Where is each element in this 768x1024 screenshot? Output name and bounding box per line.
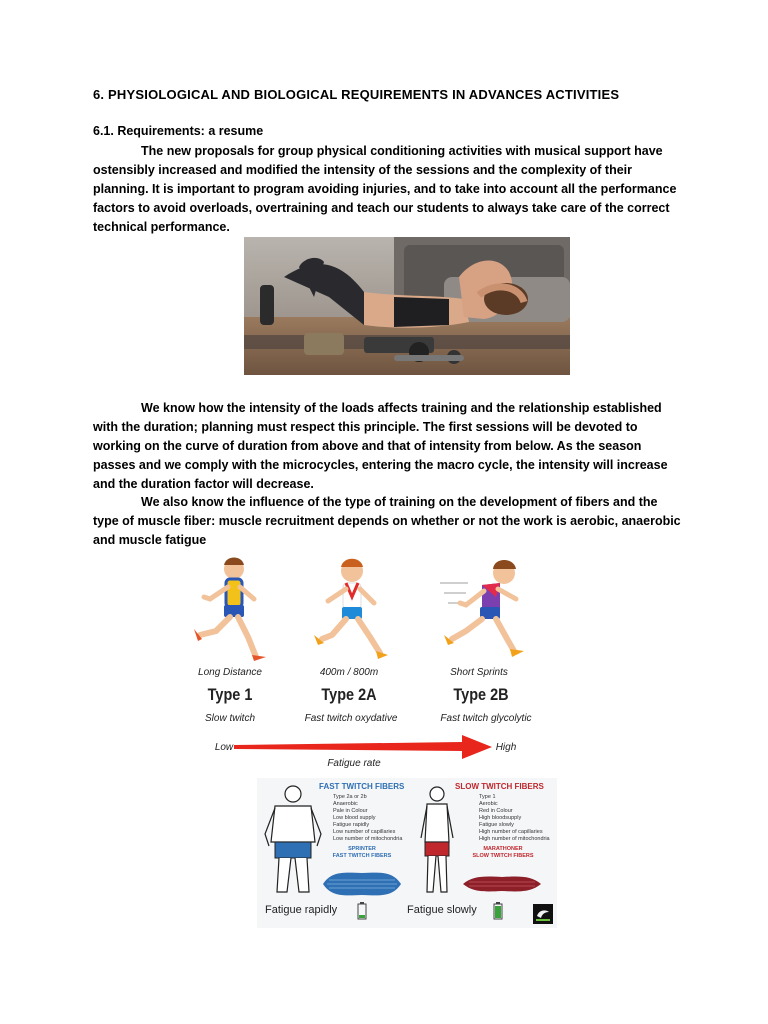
- slow-muscle-fiber-icon: [461, 870, 543, 898]
- logo-icon: [533, 904, 553, 924]
- fatigue-rate-arrow-icon: [234, 735, 494, 759]
- fiber-1-type: Type 1: [207, 685, 253, 704]
- fast-list-item: Low blood supply: [333, 815, 376, 821]
- slow-twitch-list: [479, 794, 550, 843]
- fast-list-item: Fatigue rapidly: [333, 822, 370, 828]
- slow-list-item: Fatigue slowly: [479, 822, 514, 828]
- fiber-2a-desc: Fast twitch oxydative: [304, 713, 398, 724]
- battery-full-icon: [493, 902, 503, 920]
- exhausted-woman-illustration: [244, 237, 570, 375]
- publisher-logo: [533, 904, 553, 924]
- fast-twitch-title: FAST TWITCH FIBERS: [319, 782, 405, 791]
- slow-fibers-tag: SLOW TWITCH FIBERS: [472, 853, 534, 859]
- sprinter-body-icon: [261, 784, 325, 896]
- battery-low-icon: [357, 902, 367, 920]
- subsection-heading: 6.1. Requirements: a resume: [93, 124, 264, 138]
- fast-list-item: Pale in Colour: [333, 808, 368, 814]
- fast-twitch-list: [333, 794, 402, 843]
- paragraph-intensity: We know how the intensity of the loads affects training and the relationship established with the duration; planning must respect this principle. The first sessions will be devoted to working on the curve of duration from above and that of intensity from below. As the season passes and we comply with the microcycles, entering the macro cycle, the intensity will increase and the duration factor will decrease.: [93, 401, 668, 491]
- marathoner-body-icon: [417, 784, 457, 896]
- fatigue-rapidly-label: Fatigue rapidly: [265, 904, 338, 916]
- fiber-2b-type: Type 2B: [453, 685, 509, 704]
- section-heading: 6. PHYSIOLOGICAL AND BIOLOGICAL REQUIREMENTS IN ADVANCES ACTIVITIES: [93, 87, 620, 102]
- fast-fibers-tag: FAST TWITCH FIBERS: [332, 853, 392, 859]
- fiber-2a-type: Type 2A: [321, 685, 377, 704]
- slow-list-item: High number of mitochondria: [479, 836, 550, 842]
- slow-list-item: Aerobic: [479, 801, 498, 807]
- fiber-types-figure: [188, 553, 548, 773]
- fiber-2b-distance: Short Sprints: [450, 667, 508, 678]
- slow-list-item: High bloodsupply: [479, 815, 522, 821]
- fiber-1-distance: Long Distance: [198, 667, 262, 678]
- fiber-2b-desc: Fast twitch glycolytic: [440, 713, 532, 724]
- marathoner-tag: MARATHONER: [483, 846, 523, 852]
- exhausted-woman-photo: [244, 237, 570, 375]
- fiber-1-desc: Slow twitch: [204, 713, 255, 724]
- paragraph-intro: The new proposals for group physical conditioning activities with musical support have ostensibly increased and modified the intensity of the sessions and the complexity of their planning. It is important to program avoiding injuries, and to take into account all the performance factors to avoid overloads, overtraining and teach our students to always take care of the correct technical performance.: [93, 144, 677, 234]
- slow-list-item: Red in Colour: [479, 808, 513, 814]
- fatigue-slowly-label: Fatigue slowly: [407, 904, 477, 916]
- fast-twitch-tags: [323, 846, 401, 860]
- fast-list-item: Low number of capillaries: [333, 829, 396, 835]
- fatigue-rate-label: Fatigue rate: [327, 758, 381, 769]
- slow-twitch-title: SLOW TWITCH FIBERS: [455, 782, 544, 791]
- twitch-fiber-comparison: [257, 778, 557, 928]
- slow-list-item: High number of capillaries: [479, 829, 543, 835]
- fast-list-item: Anaerobic: [333, 801, 358, 807]
- fatigue-high-label: High: [495, 742, 517, 753]
- middle-distance-runner-icon: [310, 553, 390, 663]
- fast-list-item: Type 2a or 2b: [333, 794, 367, 800]
- fatigue-low-label: Low: [214, 742, 234, 753]
- fast-list-item: Low number of mitochondria: [333, 836, 403, 842]
- long-distance-runner-icon: [190, 553, 270, 663]
- fast-muscle-fiber-icon: [321, 870, 403, 898]
- sprinter-icon: [438, 553, 538, 663]
- fiber-2a-distance: 400m / 800m: [319, 667, 379, 678]
- paragraph-fiber-types: We also know the influence of the type of training on the development of fibers and the type of muscle fiber: muscle recruitment depends on whether or not the work is aerobic, anaerobic and muscle fatigue: [93, 495, 681, 547]
- slow-twitch-tags: [463, 846, 543, 860]
- slow-list-item: Type 1: [479, 794, 496, 800]
- sprinter-tag: SPRINTER: [348, 846, 376, 852]
